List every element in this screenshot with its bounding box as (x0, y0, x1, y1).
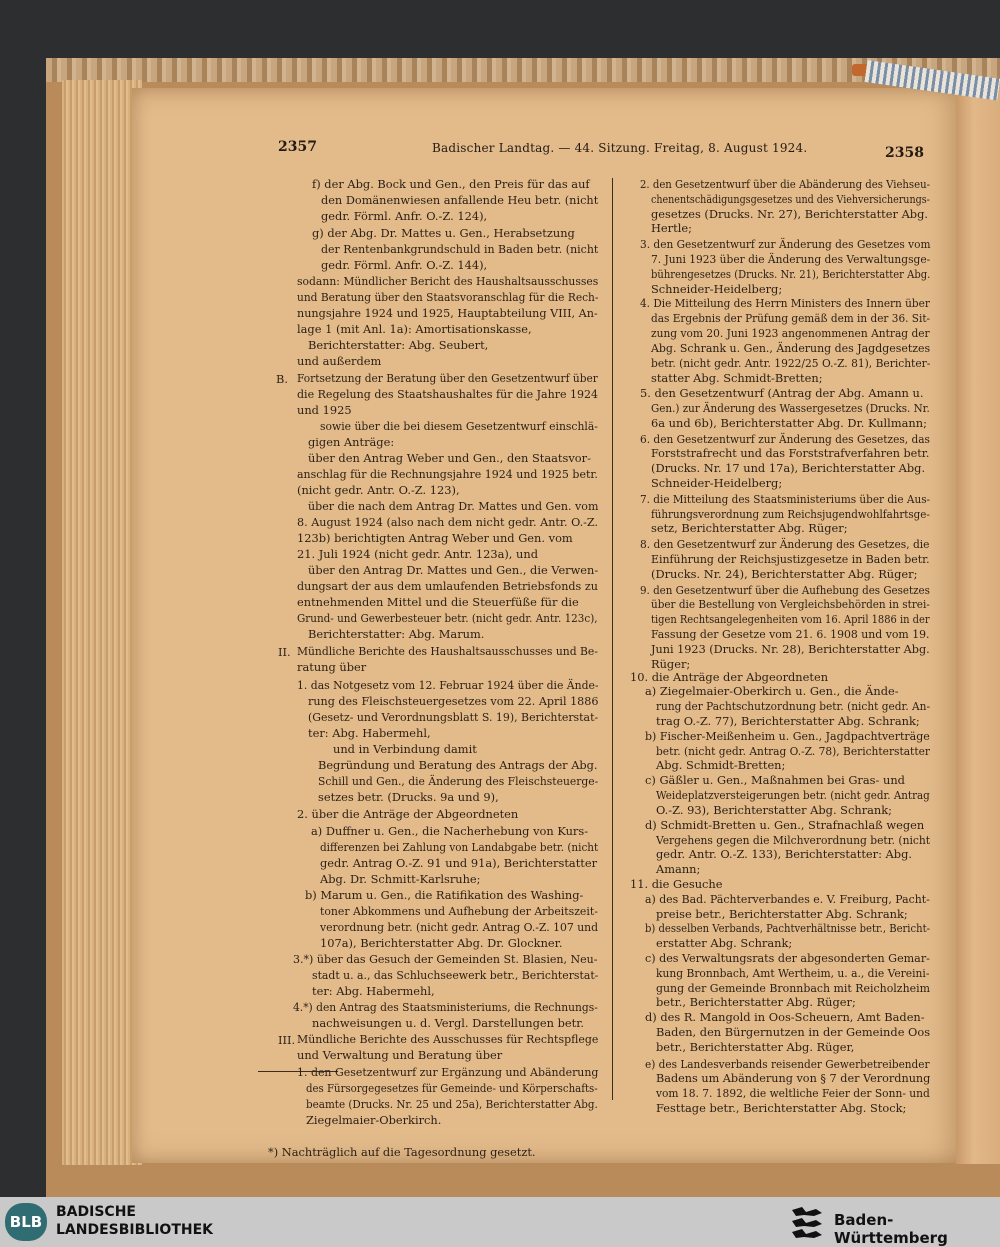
left-text-line: Fortsetzung der Beratung über den Gesetzentwurf über (297, 371, 598, 385)
right-text-line: Einführung der Reichsjustizgesetze in Baden betr. (651, 552, 930, 566)
right-text-line: 6. den Gesetzentwurf zur Änderung des Gesetzes, das (640, 432, 930, 446)
left-text-line: sodann: Mündlicher Bericht des Haushaltsausschusses (297, 274, 599, 288)
right-text-line: tigen Rechtsangelegenheiten vom 16. April 1886 in der (651, 612, 930, 626)
left-text-line: anschlag für die Rechnungsjahre 1924 und 1925 betr. (297, 467, 598, 481)
left-text-line: 4.*) den Antrag des Staatsministeriums, die Rechnungs- (293, 1000, 598, 1014)
left-text-line: nachweisungen u. d. Vergl. Darstellungen betr. (312, 1016, 585, 1030)
left-text-line: Ziegelmaier-Oberkirch. (306, 1113, 442, 1127)
right-text-line: 11. die Gesuche (630, 877, 723, 891)
baden-wuerttemberg-lions-icon (788, 1204, 828, 1240)
left-text-line: differenzen bei Zahlung von Landabgabe betr. (nicht (320, 840, 599, 854)
left-page-number: 2357 (278, 139, 317, 155)
left-text-line: Mündliche Berichte des Haushaltsausschusses und Be- (297, 644, 598, 658)
right-text-line: Fassung der Gesetze vom 21. 6. 1908 und vom 19. (651, 627, 930, 641)
right-text-line: 4. Die Mitteilung des Herrn Ministers des Innern über (640, 296, 930, 310)
left-text-line: 2. über die Anträge der Abgeordneten (297, 807, 519, 821)
right-text-line: trag O.-Z. 77), Berichterstatter Abg. Schrank; (656, 714, 920, 728)
left-text-line: Begründung und Beratung des Antrags der Abg. (318, 758, 598, 772)
right-text-line: 7. Juni 1923 über die Änderung des Verwaltungsge- (651, 252, 931, 266)
right-text-line: Forststrafrecht und das Forststrafverfahren betr. (651, 446, 930, 460)
left-text-line: den Domänenwiesen anfallende Heu betr. (nicht (321, 193, 599, 207)
right-page-number: 2358 (885, 145, 924, 161)
right-text-line: 10. die Anträge der Abgeordneten (630, 670, 829, 684)
right-text-line: vom 18. 7. 1892, die weltliche Feier der Sonn- und (656, 1086, 930, 1100)
left-text-line: und außerdem (297, 354, 382, 368)
left-text-line: gedr. Antrag O.-Z. 91 und 91a), Berichterstatter (320, 856, 598, 870)
left-text-line: ratung über (297, 660, 367, 674)
left-text-line: f) der Abg. Bock und Gen., den Preis für das auf (312, 177, 590, 191)
left-text-line: sowie über die bei diesem Gesetzentwurf einschlä- (320, 419, 598, 433)
left-text-line: und Beratung über den Staatsvoranschlag für die Rech- (297, 290, 599, 304)
left-text-line: und in Verbindung damit (333, 742, 477, 756)
right-text-line: setz, Berichterstatter Abg. Rüger; (651, 521, 848, 535)
library-name-line1: BADISCHE (56, 1204, 136, 1220)
state-name[interactable]: Baden-Württemberg (834, 1211, 948, 1247)
left-text-line: ter: Abg. Habermehl, (308, 726, 431, 740)
left-text-line: Grund- und Gewerbesteuer betr. (nicht gedr. Antr. 123c), (297, 611, 598, 625)
right-text-line: e) des Landesverbands reisender Gewerbetreibender (645, 1057, 930, 1071)
right-text-line: Schneider-Heidelberg; (651, 476, 783, 490)
left-text-line: nungsjahre 1924 und 1925, Hauptabteilung VIII, An- (297, 306, 598, 320)
right-text-line: betr. (nicht gedr. Antrag O.-Z. 78), Berichterstatter (656, 744, 930, 758)
left-text-line: g) der Abg. Dr. Mattes u. Gen., Herabsetzung (312, 226, 575, 240)
left-text-line: entnehmenden Mittel und die Steuerfüße für die (297, 595, 579, 609)
left-text-line: 1. das Notgesetz vom 12. Februar 1924 über die Ände- (297, 678, 599, 692)
page-block-edge (62, 80, 142, 1165)
library-name[interactable] (56, 1203, 213, 1239)
right-text-line: Abg. Schrank u. Gen., Änderung des Jagdgesetzes (651, 341, 931, 355)
right-text-line: über die Bestellung von Vergleichsbehörden in strei- (651, 597, 930, 611)
right-text-line: b) Fischer-Meißenheim u. Gen., Jagdpachtverträge (645, 729, 930, 743)
right-text-line: zung vom 20. Juni 1923 angenommenen Antrag der (651, 326, 930, 340)
right-text-line: betr., Berichterstatter Abg. Rüger, (656, 1040, 855, 1054)
running-title: Badischer Landtag. — 44. Sitzung. Freitag, 8. August 1924. (432, 141, 808, 155)
right-text-line: (Drucks. Nr. 17 und 17a), Berichterstatter Abg. (651, 461, 926, 475)
right-text-line: kung Bronnbach, Amt Wertheim, u. a., die Vereini- (656, 966, 930, 980)
left-text-line: die Regelung des Staatshaushaltes für die Jahre 1924 (297, 387, 599, 401)
right-text-line: 3. den Gesetzentwurf zur Änderung des Gesetzes vom (640, 237, 931, 251)
right-text-line: betr., Berichterstatter Abg. Rüger; (656, 995, 856, 1009)
left-text-line: 3.*) über das Gesuch der Gemeinden St. Blasien, Neu- (293, 952, 598, 966)
right-text-line: Weideplatzversteigerungen betr. (nicht gedr. Antrag (656, 788, 930, 802)
left-text-line: und 1925 (297, 403, 352, 417)
left-text-line: gigen Anträge: (308, 435, 395, 449)
left-text-line: des Fürsorgegesetzes für Gemeinde- und Körperschafts- (306, 1081, 598, 1095)
right-text-line: Abg. Schmidt-Bretten; (656, 758, 786, 772)
right-text-line: d) Schmidt-Bretten u. Gen., Strafnachlaß wegen (645, 818, 925, 832)
left-text-line: 21. Juli 1924 (nicht gedr. Antr. 123a), und (297, 547, 539, 561)
right-text-line: O.-Z. 93), Berichterstatter Abg. Schrank; (656, 803, 893, 817)
left-text-line: B. (276, 372, 288, 386)
left-text-line: II. (278, 645, 291, 659)
left-text-line: Berichterstatter: Abg. Seubert, (308, 338, 489, 352)
right-text-line: Hertle; (651, 221, 692, 235)
left-text-line: (Gesetz- und Verordnungsblatt S. 19), Berichterstat- (308, 710, 599, 724)
column-divider (612, 178, 613, 1100)
left-text-line: beamte (Drucks. Nr. 25 und 25a), Berichterstatter Abg. (306, 1097, 598, 1111)
right-text-line: führungsverordnung zum Reichsjugendwohlfahrtsge- (651, 507, 930, 521)
left-text-line: a) Duffner u. Gen., die Nacherhebung von Kurs- (311, 824, 589, 838)
left-text-line: Berichterstatter: Abg. Marum. (308, 627, 485, 641)
left-text-line: über den Antrag Dr. Mattes und Gen., die Verwen- (308, 563, 599, 577)
right-text-line: 9. den Gesetzentwurf über die Aufhebung des Gesetzes (640, 583, 930, 597)
library-name-line2: LANDESBIBLIOTHEK (56, 1222, 214, 1238)
right-text-line: preise betr., Berichterstatter Abg. Schrank; (656, 907, 908, 921)
right-text-line: Amann; (656, 862, 701, 876)
right-text-line: a) Ziegelmaier-Oberkirch u. Gen., die Ände- (645, 684, 899, 698)
right-text-line: Schneider-Heidelberg; (651, 282, 783, 296)
left-text-line: 107a), Berichterstatter Abg. Dr. Glockner. (320, 936, 563, 950)
right-text-line: Festtage betr., Berichterstatter Abg. Stock; (656, 1101, 907, 1115)
left-text-line: b) Marum u. Gen., die Ratifikation des Washing- (305, 888, 584, 902)
left-text-line: stadt u. a., das Schluchseewerk betr., Berichterstat- (312, 968, 599, 982)
left-text-line: Schill und Gen., die Änderung des Fleischsteuerge- (318, 774, 599, 788)
left-text-line: der Rentenbankgrundschuld in Baden betr. (nicht (321, 242, 599, 256)
left-text-line: 1. den Gesetzentwurf zur Ergänzung und Abänderung (297, 1065, 599, 1079)
right-text-line: c) des Verwaltungsrats der abgesonderten Gemar- (645, 951, 930, 965)
right-text-line: rung der Pachtschutzordnung betr. (nicht gedr. An- (656, 699, 931, 713)
right-text-line: chenentschädigungsgesetzes und des Viehversicherungs- (651, 192, 930, 206)
right-text-line: a) des Bad. Pächterverbandes e. V. Freiburg, Pacht- (645, 892, 930, 906)
left-text-line: (nicht gedr. Antr. O.-Z. 123), (297, 483, 460, 497)
right-text-line: 2. den Gesetzentwurf über die Abänderung des Viehseu- (640, 177, 931, 191)
right-text-line: 8. den Gesetzentwurf zur Änderung des Gesetzes, die (640, 537, 930, 551)
footer-bar (0, 1197, 1000, 1247)
left-text-line: *) Nachträglich auf die Tagesordnung gesetzt. (268, 1145, 536, 1159)
left-text-line: über den Antrag Weber und Gen., den Staatsvor- (308, 451, 591, 465)
right-text-line: 7. die Mitteilung des Staatsministeriums über die Aus- (640, 492, 931, 506)
right-text-line: gesetzes (Drucks. Nr. 27), Berichterstatter Abg. (651, 207, 928, 221)
left-text-line: Abg. Dr. Schmitt-Karlsruhe; (320, 872, 481, 886)
right-text-line: bührengesetzes (Drucks. Nr. 21), Berichterstatter Abg. (651, 267, 931, 281)
left-text-line: verordnung betr. (nicht gedr. Antrag O.-Z. 107 und (320, 920, 599, 934)
left-text-line: 8. August 1924 (also nach dem nicht gedr. Antr. O.-Z. (297, 515, 599, 529)
left-text-line: dungsart der aus dem umlaufenden Betriebsfonds zu (297, 579, 598, 593)
right-text-line: Juni 1923 (Drucks. Nr. 28), Berichterstatter Abg. (651, 642, 930, 656)
left-text-line: Mündliche Berichte des Ausschusses für Rechtspflege (297, 1032, 599, 1046)
left-text-line: setzes betr. (Drucks. 9a und 9), (318, 790, 499, 804)
blb-logo-icon[interactable]: BLB (5, 1203, 47, 1241)
right-text-line: Baden, den Bürgernutzen in der Gemeinde Oos (656, 1025, 931, 1039)
left-text-line: gedr. Förml. Anfr. O.-Z. 144), (321, 258, 488, 272)
left-text-line: rung des Fleischsteuergesetzes vom 22. April 1886 (308, 694, 599, 708)
right-text-line: Badens um Abänderung von § 7 der Verordnung (656, 1071, 931, 1085)
right-text-line: gedr. Antr. O.-Z. 133), Berichterstatter: Abg. (656, 847, 912, 861)
right-text-line: b) desselben Verbands, Pachtverhältnisse betr., Bericht- (645, 921, 930, 935)
left-text-line: gedr. Förml. Anfr. O.-Z. 124), (321, 209, 488, 223)
right-text-line: 6a und 6b), Berichterstatter Abg. Dr. Kullmann; (651, 416, 927, 430)
right-text-line: das Ergebnis der Prüfung gemäß dem in der 36. Sit- (651, 311, 931, 325)
right-text-line: d) des R. Mangold in Oos-Scheuern, Amt Baden- (645, 1010, 925, 1024)
right-text-line: 5. den Gesetzentwurf (Antrag der Abg. Amann u. (640, 386, 924, 400)
right-text-line: erstatter Abg. Schrank; (656, 936, 793, 950)
right-text-line: (Drucks. Nr. 24), Berichterstatter Abg. Rüger; (651, 567, 918, 581)
facing-page-edge (956, 84, 1000, 1164)
right-text-line: Gen.) zur Änderung des Wassergesetzes (Drucks. Nr. (651, 401, 930, 415)
left-text-line: lage 1 (mit Anl. 1a): Amortisationskasse, (297, 322, 532, 336)
right-text-line: Rüger; (651, 657, 691, 671)
left-text-line: III. (278, 1033, 296, 1047)
left-text-line: über die nach dem Antrag Dr. Mattes und Gen. vom (308, 499, 599, 513)
left-text-line: 123b) berichtigten Antrag Weber und Gen. vom (297, 531, 573, 545)
left-text-line: ter: Abg. Habermehl, (312, 984, 435, 998)
right-text-line: statter Abg. Schmidt-Bretten; (651, 371, 823, 385)
right-text-line: c) Gäßler u. Gen., Maßnahmen bei Gras- und (645, 773, 905, 787)
left-text-line: und Verwaltung und Beratung über (297, 1048, 503, 1062)
left-text-line: toner Abkommens und Aufhebung der Arbeitszeit- (320, 904, 598, 918)
right-text-line: gung der Gemeinde Bronnbach mit Reicholzheim (656, 981, 930, 995)
right-text-line: betr. (nicht gedr. Antr. 1922/25 O.-Z. 81), Berichter- (651, 356, 931, 370)
right-text-line: Vergehens gegen die Milchverordnung betr. (nicht (656, 833, 931, 847)
